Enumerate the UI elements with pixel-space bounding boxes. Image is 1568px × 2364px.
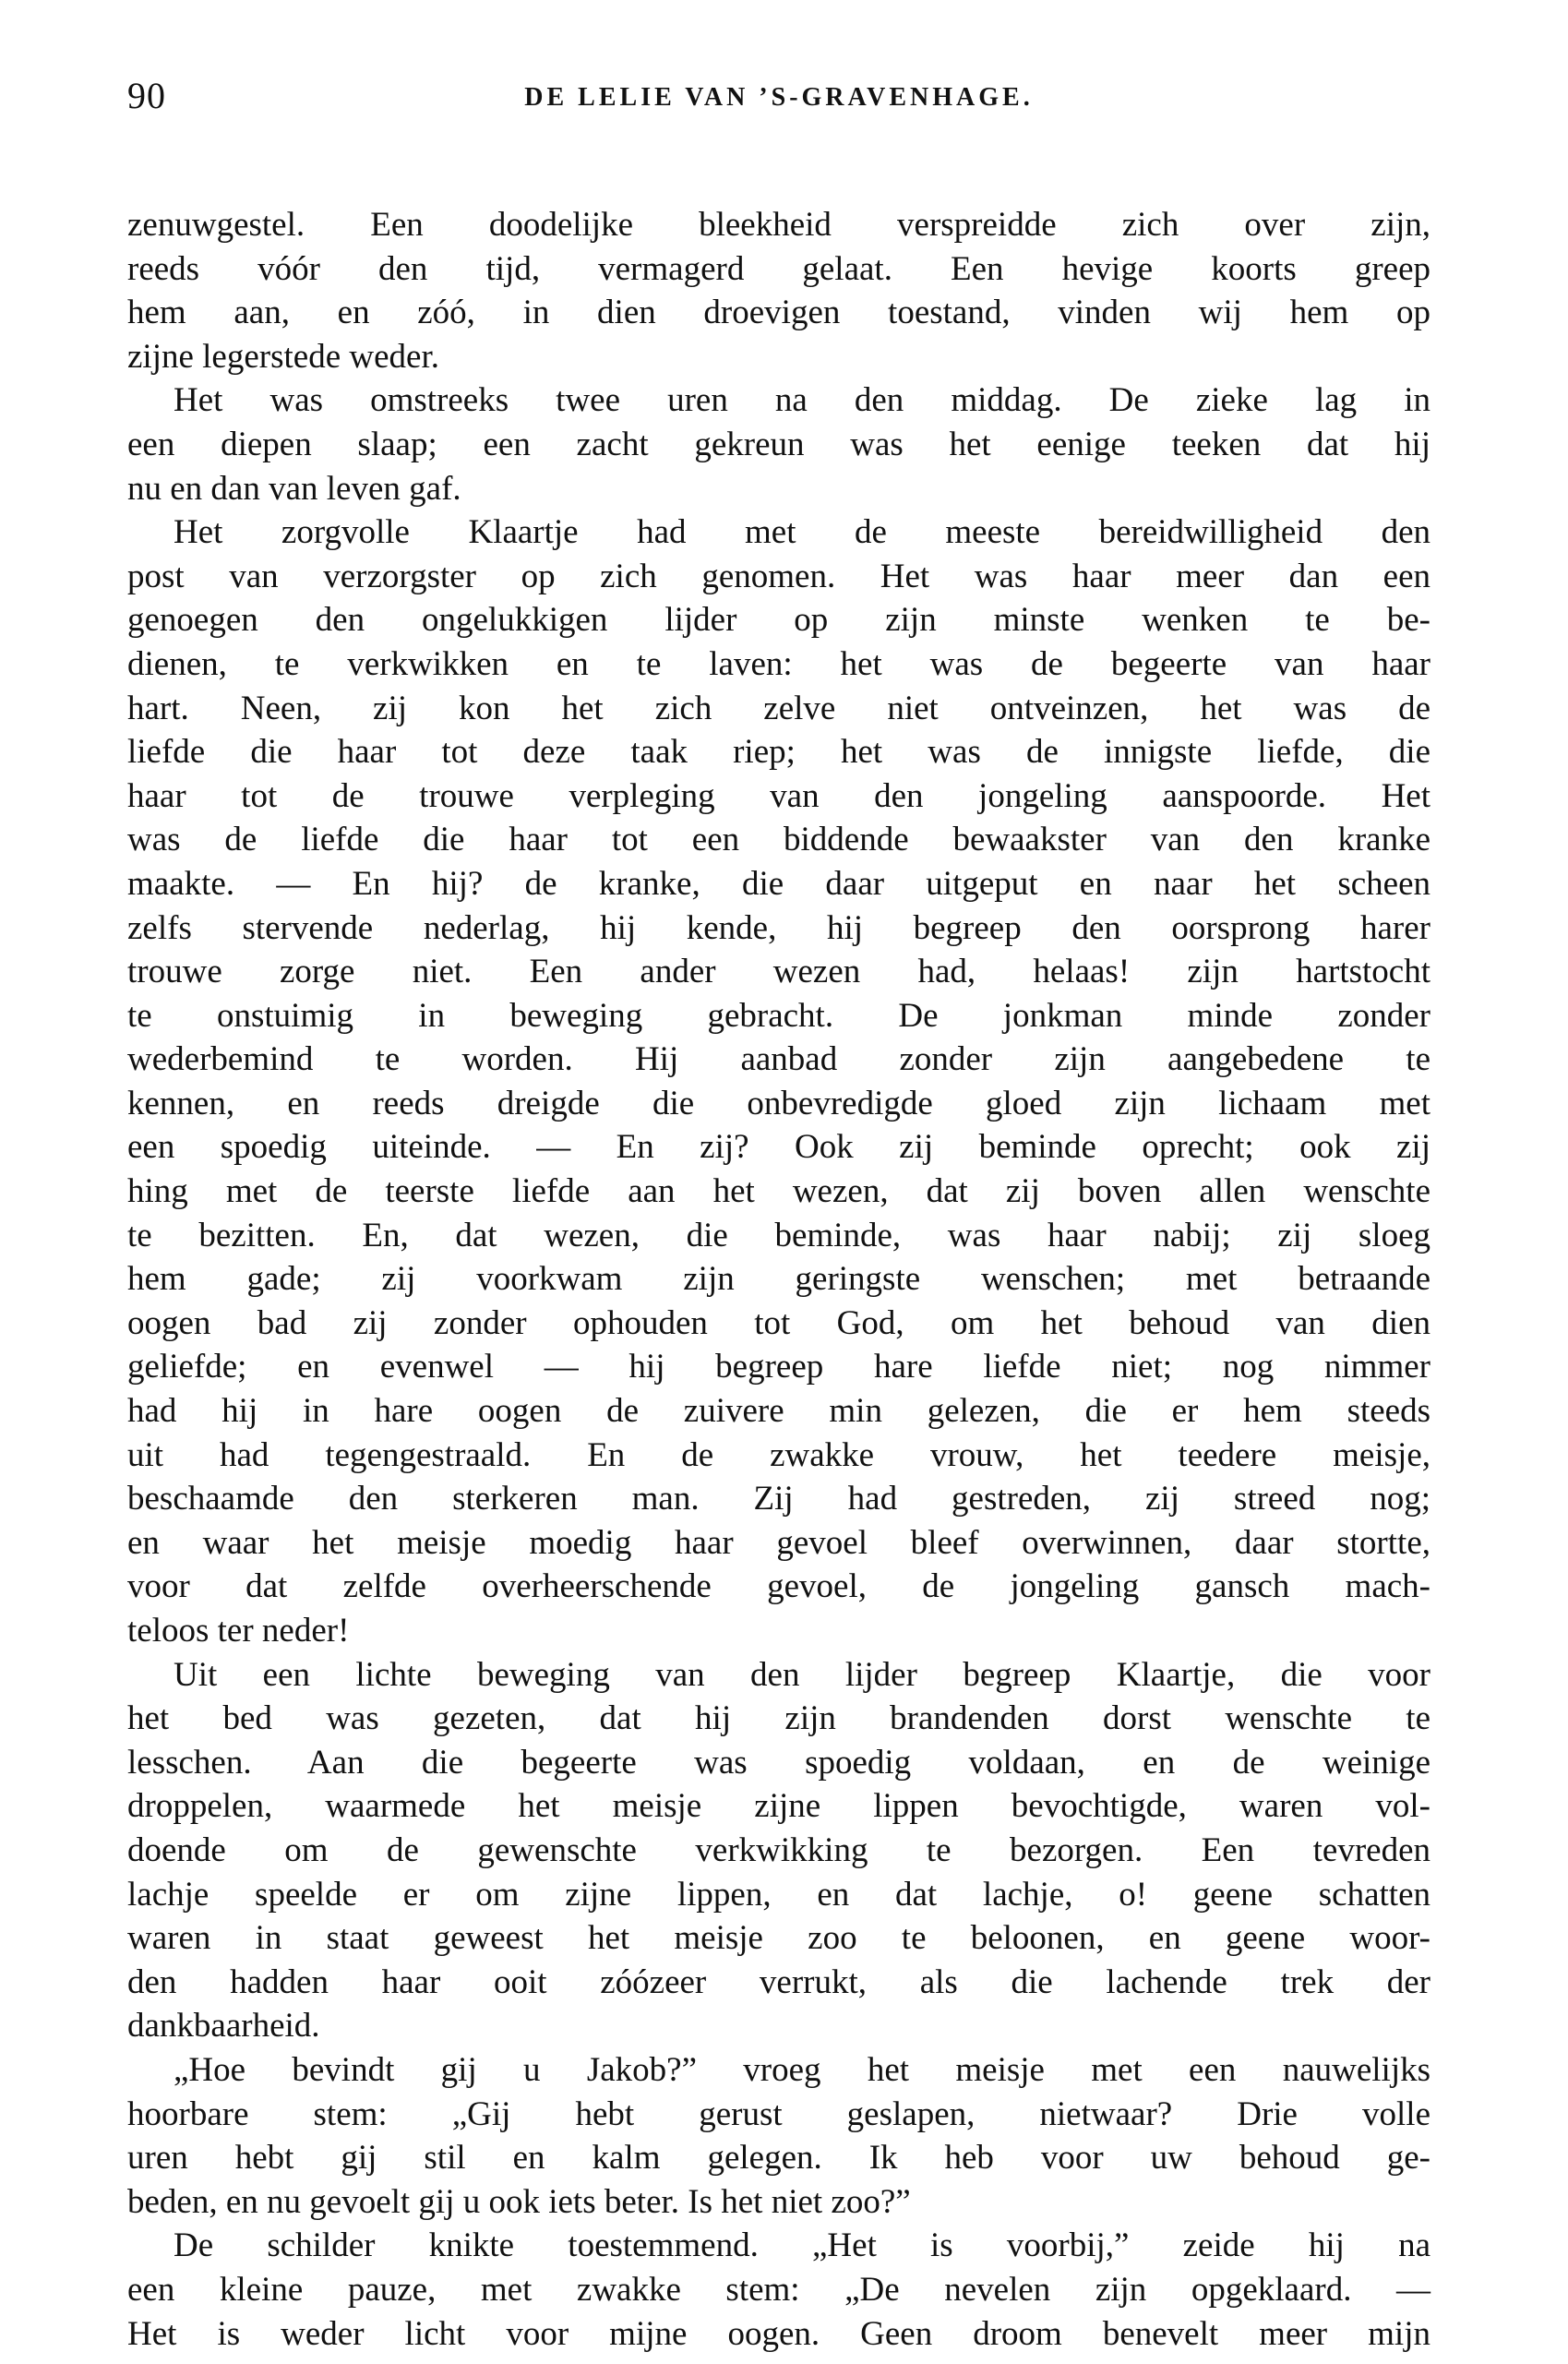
running-title: DE LELIE VAN ’S-GRAVENHAGE. bbox=[524, 83, 1034, 112]
paragraph-start-line: Uit een lichte beweging van den lijder begreep Klaartje, die voor bbox=[174, 1655, 1430, 1694]
text-line: kennen, en reeds dreigde die onbevredigde gloed zijn lichaam met bbox=[127, 1084, 1430, 1122]
text-line: het bed was gezeten, dat hij zijn brandenden dorst wenschte te bbox=[127, 1699, 1430, 1738]
text-line: beden, en nu gevoelt gij u ook iets beter. Is het niet zoo?” bbox=[127, 2182, 911, 2221]
text-line: uit had tegengestraald. En de zwakke vrouw, het teedere meisje, bbox=[127, 1435, 1430, 1474]
text-line: lachje speelde er om zijne lippen, en dat lachje, o! geene schatten bbox=[127, 1875, 1430, 1914]
text-line: hem aan, en zóó, in dien droevigen toestand, vinden wij hem op bbox=[127, 294, 1430, 332]
text-line: doende om de gewenschte verkwikking te bezorgen. Een tevreden bbox=[127, 1830, 1430, 1869]
text-line: hem gade; zij voorkwam zijn geringste wenschen; met betraande bbox=[127, 1260, 1430, 1299]
text-line: te bezitten. En, dat wezen, die beminde, was haar nabij; zij sloeg bbox=[127, 1216, 1430, 1254]
text-line: den hadden haar ooit zóózeer verrukt, als die lachende trek der bbox=[127, 1962, 1430, 2001]
text-line: post van verzorgster op zich genomen. Het was haar meer dan een bbox=[127, 557, 1430, 595]
text-line: hing met de teerste liefde aan het wezen, dat zij boven allen wenschte bbox=[127, 1172, 1430, 1211]
text-line: Het is weder licht voor mijne oogen. Geen droom benevelt meer mijn bbox=[127, 2314, 1430, 2353]
text-line: oogen bad zij zonder ophouden tot God, om het behoud van dien bbox=[127, 1303, 1430, 1342]
page-number: 90 bbox=[127, 75, 166, 116]
running-head bbox=[127, 74, 1430, 129]
text-line: beschaamde den sterkeren man. Zij had gestreden, zij streed nog; bbox=[127, 1480, 1430, 1518]
paragraph-start-line: „Hoe bevindt gij u Jakob?” vroeg het meisje met een nauwelijks bbox=[174, 2050, 1430, 2089]
text-line: uren hebt gij stil en kalm gelegen. Ik heb voor uw behoud ge- bbox=[127, 2139, 1430, 2178]
text-line: maakte. — En hij? de kranke, die daar uitgeput en naar het scheen bbox=[127, 864, 1430, 903]
body-text bbox=[127, 203, 1430, 2356]
text-line: reeds vóór den tijd, vermagerd gelaat. Een hevige koorts greep bbox=[127, 249, 1430, 288]
text-line: zijne legerstede weder. bbox=[127, 337, 439, 376]
text-line: genoegen den ongelukkigen lijder op zijn minste wenken te be- bbox=[127, 601, 1430, 640]
text-line: voor dat zelfde overheerschende gevoel, de jongeling gansch mach- bbox=[127, 1567, 1430, 1606]
text-line: was de liefde die haar tot een biddende bewaakster van den kranke bbox=[127, 821, 1430, 859]
text-line: dankbaarheid. bbox=[127, 2007, 320, 2046]
text-line: trouwe zorge niet. Een ander wezen had, helaas! zijn hartstocht bbox=[127, 953, 1430, 991]
text-line: geliefde; en evenwel — hij begreep hare liefde niet; nog nimmer bbox=[127, 1348, 1430, 1386]
text-line: droppelen, waarmede het meisje zijne lippen bevochtigde, waren vol- bbox=[127, 1787, 1430, 1826]
paragraph-start-line: Het was omstreeks twee uren na den middag. De zieke lag in bbox=[174, 381, 1430, 420]
text-line: zenuwgestel. Een doodelijke bleekheid verspreidde zich over zijn, bbox=[127, 206, 1430, 244]
text-line: een diepen slaap; een zacht gekreun was het eenige teeken dat hij bbox=[127, 425, 1430, 463]
text-line: lesschen. Aan die begeerte was spoedig voldaan, en de weinige bbox=[127, 1743, 1430, 1782]
text-line: en waar het meisje moedig haar gevoel bleef overwinnen, daar stortte, bbox=[127, 1523, 1430, 1562]
text-line: dienen, te verkwikken en te laven: het was de begeerte van haar bbox=[127, 644, 1430, 683]
text-line: zelfs stervende nederlag, hij kende, hij begreep den oorsprong harer bbox=[127, 908, 1430, 947]
text-line: hoorbare stem: „Gij hebt gerust geslapen, nietwaar? Drie volle bbox=[127, 2094, 1430, 2133]
paragraph-start-line: De schilder knikte toestemmend. „Het is voorbij,” zeide hij na bbox=[174, 2226, 1430, 2265]
text-line: een kleine pauze, met zwakke stem: „De nevelen zijn opgeklaard. — bbox=[127, 2270, 1430, 2309]
text-line: wederbemind te worden. Hij aanbad zonder zijn aangebedene te bbox=[127, 1040, 1430, 1079]
text-line: een spoedig uiteinde. — En zij? Ook zij beminde oprecht; ook zij bbox=[127, 1128, 1430, 1167]
text-line: waren in staat geweest het meisje zoo te beloonen, en geene woor- bbox=[127, 1919, 1430, 1958]
text-line: haar tot de trouwe verpleging van den jongeling aanspoorde. Het bbox=[127, 776, 1430, 815]
text-line: teloos ter neder! bbox=[127, 1612, 350, 1650]
text-line: liefde die haar tot deze taak riep; het was de innigste liefde, die bbox=[127, 733, 1430, 772]
text-line: nu en dan van leven gaf. bbox=[127, 469, 461, 508]
text-line: had hij in hare oogen de zuivere min gelezen, die er hem steeds bbox=[127, 1392, 1430, 1431]
book-page bbox=[127, 74, 1430, 2356]
paragraph-start-line: Het zorgvolle Klaartje had met de meeste bereidwilligheid den bbox=[174, 513, 1430, 552]
text-line: te onstuimig in beweging gebracht. De jonkman minde zonder bbox=[127, 996, 1430, 1035]
text-line: hart. Neen, zij kon het zich zelve niet ontveinzen, het was de bbox=[127, 689, 1430, 727]
